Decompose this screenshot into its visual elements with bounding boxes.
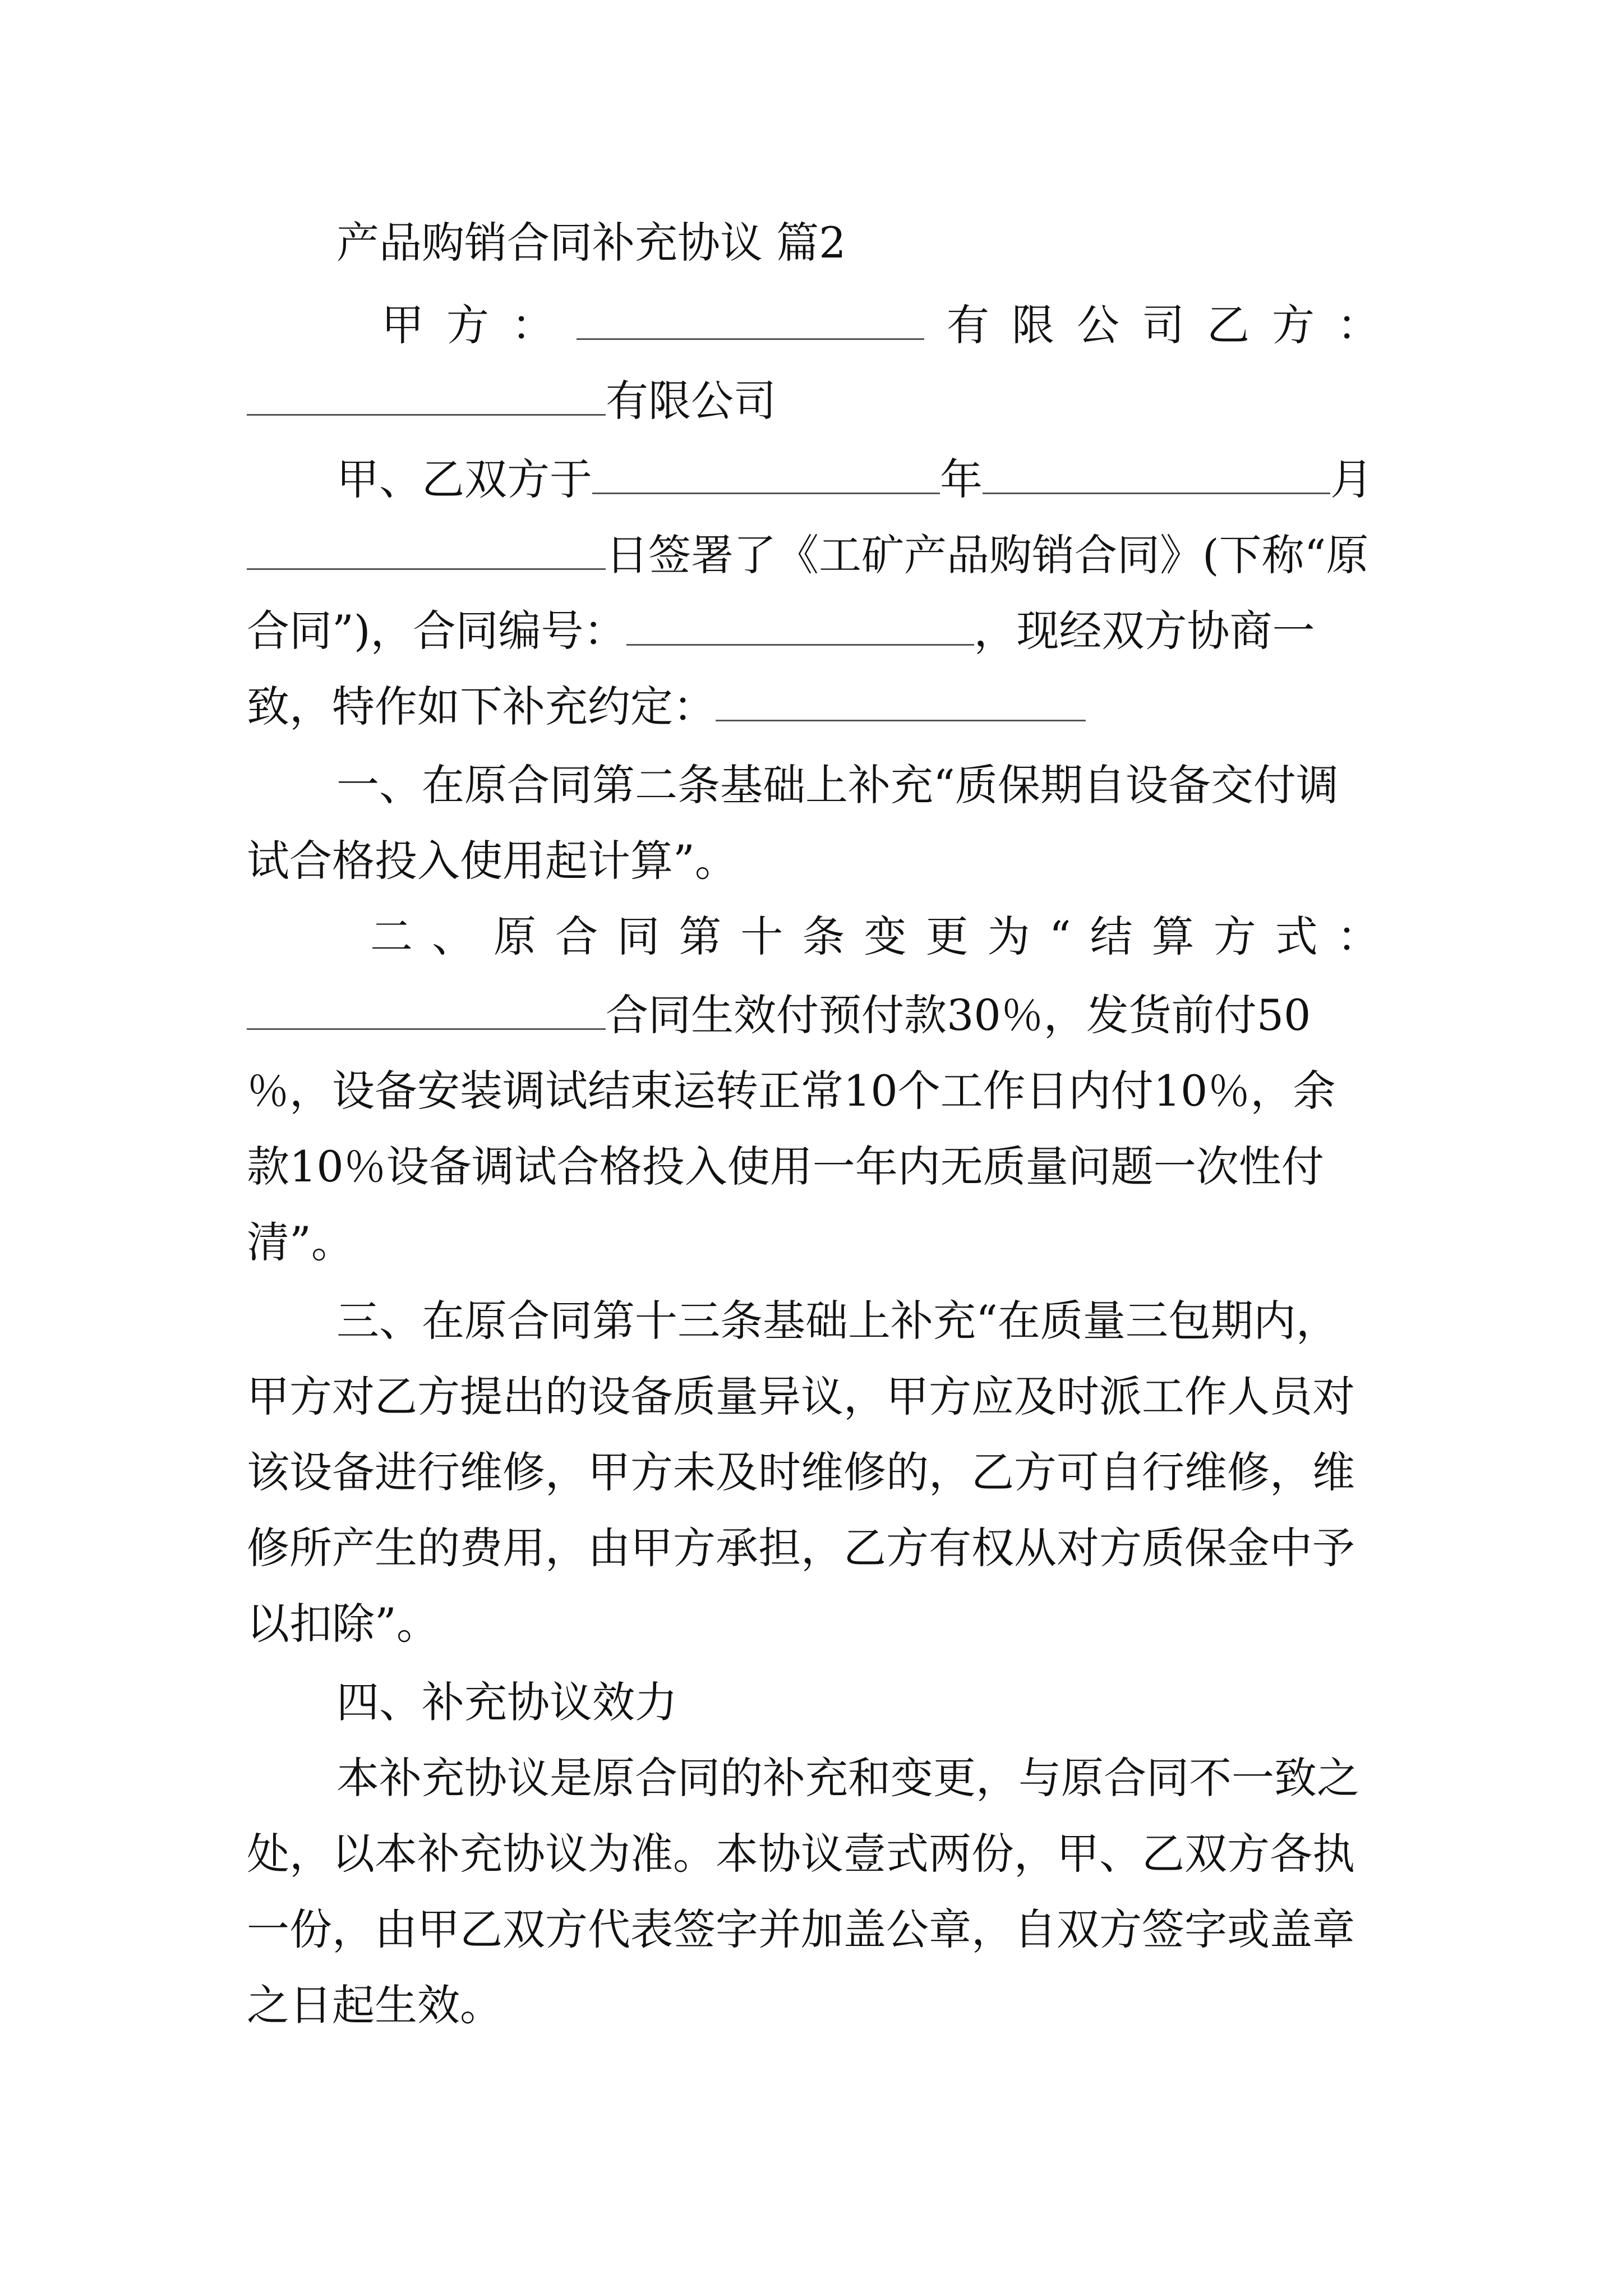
clause-1-line-2: 试合格投入使用起计算”。	[247, 836, 737, 886]
clause-4-line-1: 本补充协议是原合同的补充和变更，与原合同不一致之	[336, 1753, 1359, 1803]
clause-3-line-2: 甲方对乙方提出的设备质量异议，甲方应及时派工作人员对	[247, 1372, 1355, 1421]
party-a-name-blank	[577, 302, 924, 340]
contract-number-blank	[626, 608, 974, 646]
clause-3-line-4: 修所产生的费用，由甲方承担，乙方有权从对方质保金中予	[247, 1523, 1355, 1573]
settlement-method-blank	[247, 992, 606, 1030]
day-blank	[247, 532, 606, 570]
clause-3-line-5: 以扣除”。	[247, 1599, 439, 1649]
document-heading: 产品购销合同补充协议 篇2	[336, 218, 846, 268]
clause-2-line-3: ％，设备安装调试结束运转正常10个工作日内付10％，余	[247, 1066, 1336, 1116]
intro-line-3: 合同”)，合同编号： ，现经双方协商一	[247, 606, 1315, 656]
clause-2-line-4: 款10％设备调试合格投入使用一年内无质量问题一次性付	[247, 1142, 1324, 1191]
clause-4-line-4: 之日起生效。	[247, 1980, 502, 2030]
clause-4-line-3: 一份，由甲乙双方代表签字并加盖公章，自双方签字或盖章	[247, 1904, 1355, 1954]
party-line: 甲 方 ： 有 限 公 司 乙 方 ：	[381, 300, 1380, 350]
supplement-blank	[716, 684, 1086, 721]
party-b-name-blank	[247, 378, 606, 416]
clause-4-title: 四、补充协议效力	[336, 1677, 677, 1727]
clause-3-line-1: 三、在原合同第十三条基础上补充“在质量三包期内，	[336, 1296, 1339, 1346]
year-blank	[592, 457, 940, 494]
clause-2-line-5: 清”。	[247, 1217, 354, 1267]
party-b-line: 有限公司	[247, 373, 1380, 429]
clause-2-line-2: 合同生效付预付款30％，发货前付50	[247, 987, 1380, 1043]
intro-line-4: 致，特作如下补充约定：	[247, 679, 1380, 735]
clause-1-line-1: 一、在原合同第二条基础上补充“质保期自设备交付调	[336, 760, 1339, 810]
intro-line-2: 日签署了《工矿产品购销合同》(下称“原	[247, 527, 1380, 583]
clause-3-line-3: 该设备进行维修，甲方未及时维修的，乙方可自行维修，维	[247, 1447, 1355, 1497]
clause-4-line-2: 处，以本补充协议为准。本协议壹式两份，甲、乙双方各执	[247, 1829, 1355, 1879]
intro-line-1: 甲、乙双方于 年 月	[336, 454, 1373, 504]
month-blank	[983, 457, 1330, 494]
clause-2-line-1: 二 、 原 合 同 第 十 条 变 更 为 “ 结 算 方 式 ：	[370, 912, 1380, 961]
